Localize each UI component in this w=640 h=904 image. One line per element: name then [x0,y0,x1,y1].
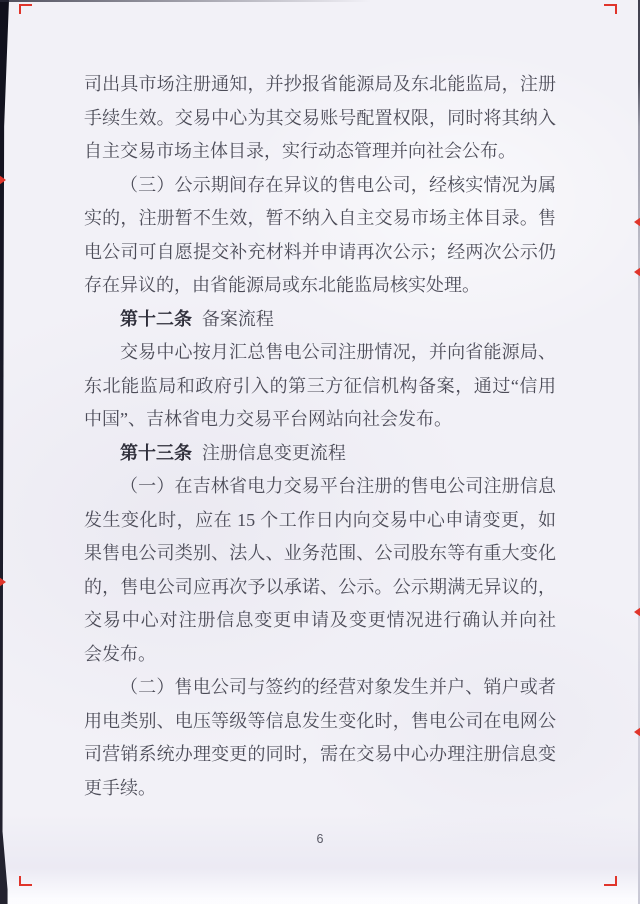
scan-edge-left [0,0,9,904]
text-line [84,705,556,739]
article-number: 第十三条 [120,442,192,463]
text-line [84,169,556,203]
text-line [84,772,556,806]
text-line [84,638,556,672]
line-text: （二）售电公司与签约的经营对象发生并户、销户或者 [120,677,556,697]
text-line [84,504,556,538]
text-line [84,336,556,370]
line-text: 更手续。 [84,777,156,798]
line-text: 手续生效。交易中心为其交易账号配置权限，同时将其纳入 [84,107,556,128]
line-text: 会发布。 [84,643,156,664]
line-text: 存在异议的，由省能源局或东北能监局核实处理。 [84,275,480,295]
article-number: 第十二条 [120,308,192,329]
red-corner-mark-icon [19,876,32,886]
line-text: 备案流程 [201,308,274,329]
text-line [84,437,556,471]
red-edge-arrow-icon [0,175,6,185]
red-corner-mark-icon [604,4,617,14]
line-text: 用电类别、电压等级等信息发生变化时，售电公司在电网公 [84,710,556,731]
document-body [84,68,556,805]
line-text: 的，售电公司应再次予以承诺、公示。公示期满无异议的， [84,576,556,597]
line-text: 果售电公司类别、法人、业务范围、公司股东等有重大变化 [84,543,556,563]
text-line [84,269,556,303]
line-text: 司营销系统办理变更的同时，需在交易中心办理注册信息变 [84,744,556,764]
line-text: 实的，注册暂不生效，暂不纳入自主交易市场主体目录。售 [84,208,556,228]
text-line [84,671,556,705]
text-line [84,604,556,638]
line-text: 交易中心对注册信息变更申请及变更情况进行确认并向社 [84,610,556,630]
text-line [84,303,556,337]
line-text: （三）公示期间存在异议的售电公司，经核实情况为属 [120,174,556,195]
red-edge-arrow-icon [634,267,640,277]
line-text: 发生变化时，应在 15 个工作日内向交易中心申请变更，如 [84,509,556,530]
line-text: 电公司可自愿提交补充材料并申请再次公示；经两次公示仍 [84,241,556,262]
text-line [84,738,556,772]
red-edge-arrow-icon [634,217,640,227]
text-line [84,571,556,605]
text-line [84,102,556,136]
line-text: 东北能监局和政府引入的第三方征信机构备案，通过“信用 [84,375,556,396]
line-text: 注册信息变更流程 [201,442,346,463]
page-number: 6 [316,832,324,846]
text-line [84,135,556,169]
line-text: 中国”、吉林省电力交易平台网站向社会发布。 [84,409,452,429]
text-line [84,537,556,571]
text-line [84,370,556,404]
text-line [84,236,556,270]
line-text: 自主交易市场主体目录，实行动态管理并向社会公布。 [84,141,516,161]
red-corner-mark-icon [604,876,617,886]
line-text: （一）在吉林省电力交易平台注册的售电公司注册信息 [120,476,556,496]
line-text: 交易中心按月汇总售电公司注册情况，并向省能源局、 [120,342,556,362]
text-line [84,202,556,236]
red-edge-arrow-icon [634,727,640,737]
text-line [84,68,556,102]
line-text: 司出具市场注册通知，并抄报省能源局及东北能监局，注册 [84,74,556,94]
red-edge-arrow-icon [634,607,640,617]
scan-edge-top [0,0,371,2]
text-line [84,403,556,437]
red-corner-mark-icon [19,4,32,14]
text-line [84,470,556,504]
red-edge-arrow-icon [0,577,6,587]
